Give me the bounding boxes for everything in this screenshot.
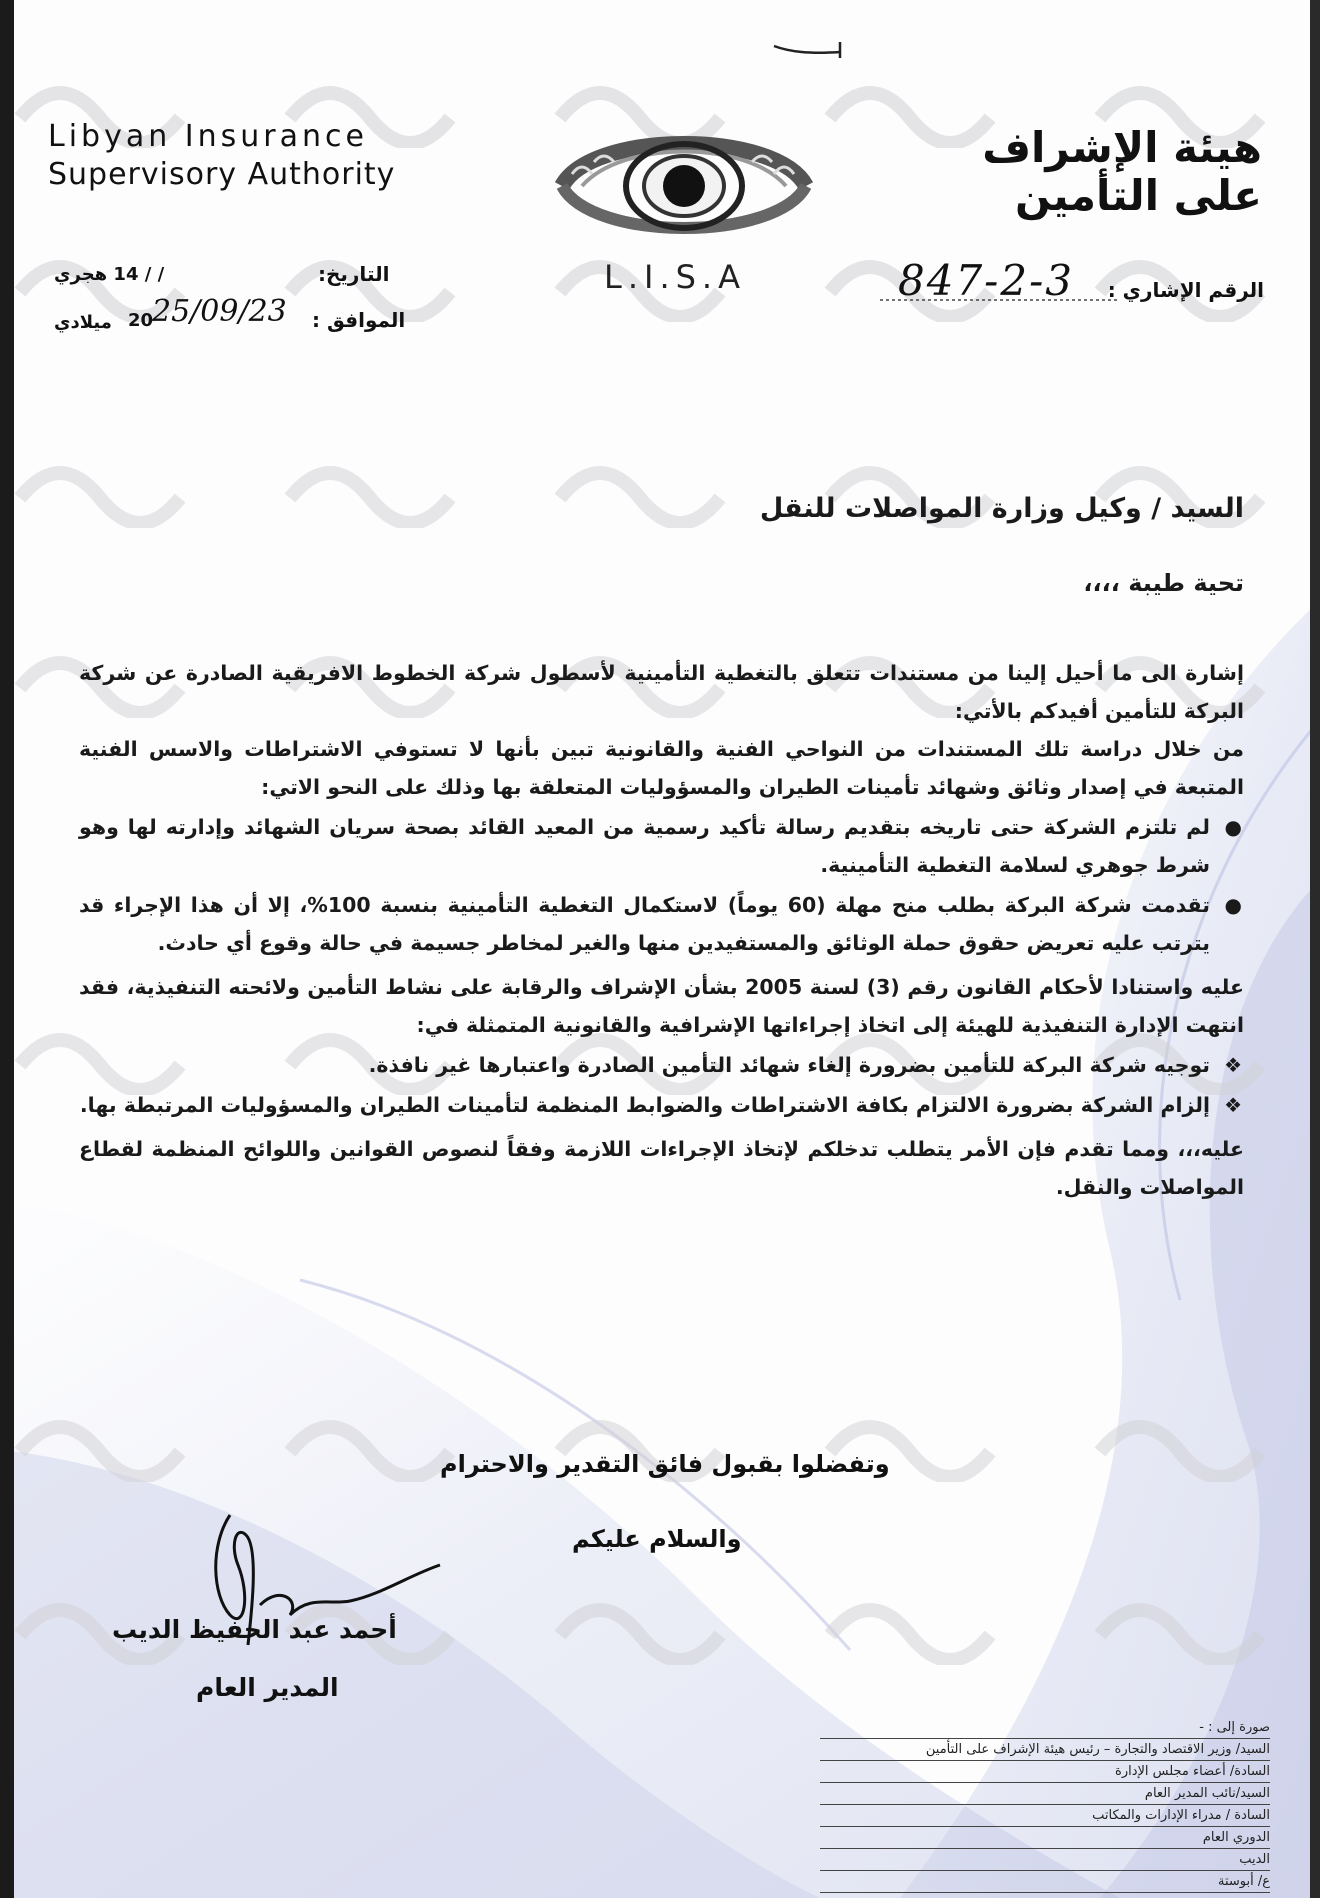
cc-item: الديب — [820, 1850, 1270, 1871]
cc-item: صورة إلى : - — [820, 1718, 1270, 1739]
cc-item: السادة / مدراء الإدارات والمكاتب — [820, 1806, 1270, 1827]
cc-item: ع/ أبوستة — [820, 1872, 1270, 1893]
letterhead-english — [48, 118, 395, 194]
scan-edge-right — [1310, 0, 1320, 1898]
logo-caption: L.I.S.A — [604, 258, 746, 296]
cc-item: السيد/ وزير الاقتصاد والتجارة – رئيس هيئة الإشراف على التأمين — [820, 1740, 1270, 1761]
finding-text: تقدمت شركة البركة بطلب منح مهلة (60 يوماً) لاستكمال التغطية التأمينية بنسبة 100%، إلا أن هذا الإجراء قد يترتب عليه تعريض حقوق حملة الوثائق والمستفيدين منها والغير لمخاطر جسيمة في حالة وقوع أي حادث. — [79, 893, 1210, 955]
scan-edge-left — [0, 0, 14, 1898]
cc-item: الدوري العام — [820, 1828, 1270, 1849]
diamond-bullet-icon: ❖ — [1224, 1053, 1242, 1077]
paragraph-findings: من خلال دراسة تلك المستندات من النواحي الفنية والقانونية تبين بأنها لا تستوفي الاشتراطات والاسس الفنية المتبعة في إصدار وثائق وشهائد تأمينات الطيران والمسؤوليات المتعلقة بها وذلك على النحو الاتي: — [79, 737, 1244, 799]
action-item — [79, 1046, 1244, 1084]
bullet-dot-icon: ● — [1224, 893, 1242, 917]
letterhead-english-line1: Libyan Insurance — [48, 119, 368, 154]
action-text: إلزام الشركة بضرورة الالتزام بكافة الاشتراطات والضوابط المنظمة لتأمينات الطيران والمسؤوليات المرتبطة بها. — [79, 1093, 1210, 1117]
greeting: تحية طيبة ،،،، — [1083, 569, 1244, 597]
paragraph-request: عليه،،، ومما تقدم فإن الأمر يتطلب تدخلكم لإتخاذ الإجراءات اللازمة وفقاً لنصوص القوانين واللوائح المنظمة لقطاع المواصلات والنقل. — [79, 1137, 1244, 1199]
date-gregorian-prefix: 20 — [128, 310, 154, 331]
signer-title: المدير العام — [196, 1673, 339, 1702]
letterhead-english-line2: Supervisory Authority — [48, 157, 396, 192]
letterhead-arabic — [982, 124, 1262, 220]
cc-list — [820, 1718, 1270, 1894]
eye-logo-icon — [552, 122, 816, 250]
diamond-bullet-icon: ❖ — [1224, 1093, 1242, 1117]
signer-name: أحمد عبد الحفيظ الديب — [112, 1615, 397, 1644]
reference-underline — [880, 296, 1120, 304]
date-gregorian-value: 25/09/23 — [152, 294, 287, 329]
letterhead-arabic-line1: هيئة الإشراف — [982, 123, 1262, 172]
letter-body — [79, 490, 1244, 1206]
date-corresponding-label: الموافق : — [312, 308, 406, 332]
date-hijri: / / 14 هجري — [54, 264, 165, 285]
paragraph-legal-basis: عليه واستنادا لأحكام القانون رقم (3) لسنة 2005 بشأن الإشراف والرقابة على نشاط التأمين ولائحته التنفيذية، فقد انتهت الإدارة التنفيذية للهيئة إلى اتخاذ إجراءاتها الإشرافية والقانونية المتمثلة في: — [79, 975, 1244, 1037]
finding-item — [79, 886, 1244, 962]
date-label: التاريخ: — [318, 262, 390, 286]
paragraph-intro: إشارة الى ما أحيل إلينا من مستندات تتعلق بالتغطية التأمينية لأسطول شركة الخطوط الافريقية الصادرة عن شركة البركة للتأمين أفيدكم بالأتي: — [79, 661, 1244, 723]
handwritten-mark — [770, 38, 850, 68]
cc-item: السادة/ أعضاء مجلس الإدارة — [820, 1762, 1270, 1783]
action-text: توجيه شركة البركة للتأمين بضرورة إلغاء شهائد التأمين الصادرة واعتبارها غير نافذة. — [368, 1053, 1210, 1077]
reference-number: 847-2-3 — [898, 256, 1074, 305]
reference-label: الرقم الإشاري : — [1107, 278, 1264, 302]
addressee: السيد / وكيل وزارة المواصلات للنقل — [759, 493, 1244, 524]
salutation: والسلام عليكم — [572, 1525, 742, 1553]
letterhead-arabic-line2: على التأمين — [1015, 171, 1262, 220]
closing-line: وتفضلوا بقبول فائق التقدير والاحترام — [440, 1450, 890, 1478]
cc-item: السيد/نائب المدير العام — [820, 1784, 1270, 1805]
action-item — [79, 1086, 1244, 1124]
date-gregorian-suffix: ميلادي — [54, 312, 112, 333]
finding-item — [79, 808, 1244, 884]
finding-text: لم تلتزم الشركة حتى تاريخه بتقديم رسالة تأكيد رسمية من المعيد القائد بصحة سريان الشهائد وإدارته لها وهو شرط جوهري لسلامة التغطية التأمينية. — [79, 815, 1210, 877]
bullet-dot-icon: ● — [1224, 815, 1242, 839]
